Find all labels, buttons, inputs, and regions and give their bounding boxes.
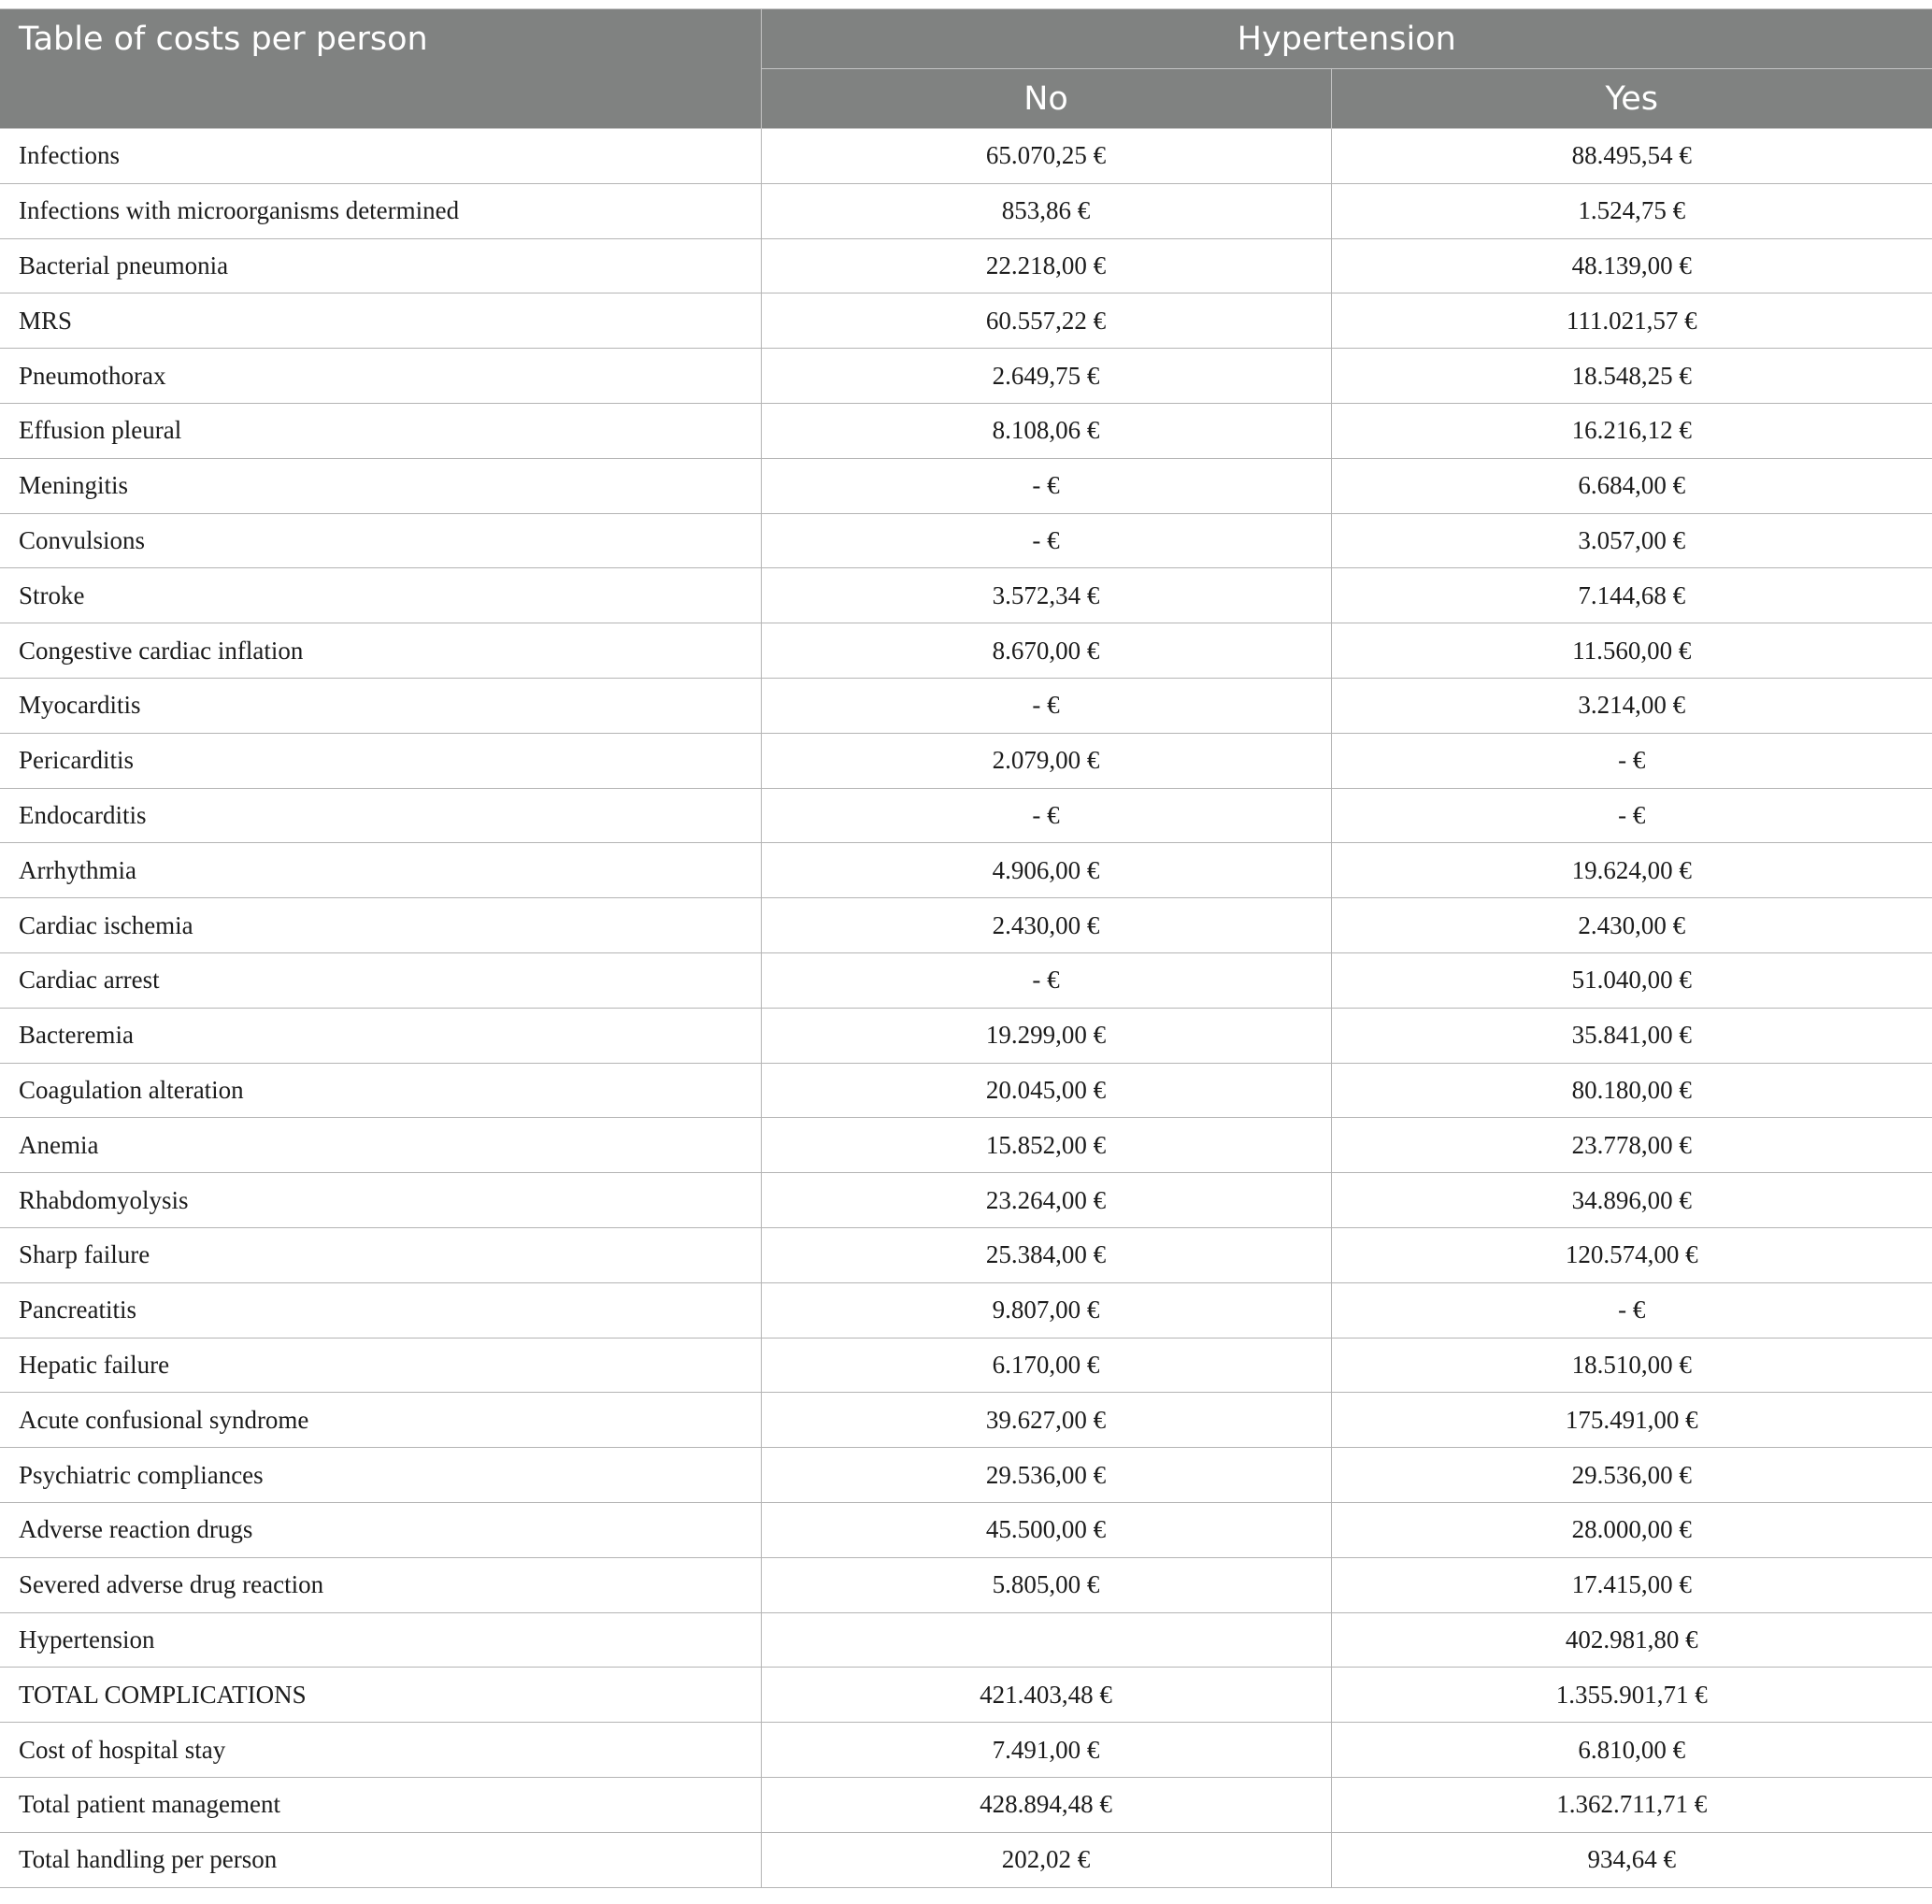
row-label: Infections with microorganisms determined [0,183,761,238]
cell-yes: 11.560,00 € [1331,623,1932,679]
table-row [0,458,1932,513]
row-label: Total patient management [0,1777,761,1832]
cell-yes: 19.624,00 € [1331,843,1932,898]
table-row [0,1063,1932,1118]
cell-no: - € [761,458,1331,513]
row-label: Hypertension [0,1612,761,1668]
cell-yes: 29.536,00 € [1331,1448,1932,1503]
cell-no: 65.070,25 € [761,129,1331,184]
table-row [0,1338,1932,1393]
row-label: Pancreatitis [0,1282,761,1338]
cell-yes: 3.214,00 € [1331,678,1932,733]
table-row [0,1227,1932,1282]
table-row [0,513,1932,568]
row-label: Endocarditis [0,788,761,843]
table-row [0,1668,1932,1723]
cell-no: 45.500,00 € [761,1502,1331,1557]
cell-yes: 1.355.901,71 € [1331,1668,1932,1723]
table-row [0,1832,1932,1887]
row-label: Bacteremia [0,1008,761,1063]
cell-yes: 120.574,00 € [1331,1227,1932,1282]
table-row [0,1723,1932,1778]
table-row [0,733,1932,788]
table-body [0,129,1932,1888]
table-row [0,403,1932,458]
table-row [0,1393,1932,1448]
cell-yes: 1.362.711,71 € [1331,1777,1932,1832]
row-label: Anemia [0,1118,761,1173]
row-label: Total handling per person [0,1832,761,1887]
row-label: Coagulation alteration [0,1063,761,1118]
cell-yes: 1.524,75 € [1331,183,1932,238]
table-row [0,843,1932,898]
table-row [0,1448,1932,1503]
cell-yes: 16.216,12 € [1331,403,1932,458]
cell-no: 29.536,00 € [761,1448,1331,1503]
cell-no: 25.384,00 € [761,1227,1331,1282]
cell-no: 853,86 € [761,183,1331,238]
group-header-hypertension: Hypertension [761,9,1932,69]
row-label: Adverse reaction drugs [0,1502,761,1557]
cell-no: 19.299,00 € [761,1008,1331,1063]
column-header-yes: Yes [1331,69,1932,129]
cell-no: 4.906,00 € [761,843,1331,898]
row-label: Acute confusional syndrome [0,1393,761,1448]
cell-yes: 51.040,00 € [1331,952,1932,1008]
cell-yes: 35.841,00 € [1331,1008,1932,1063]
cell-yes: 18.548,25 € [1331,349,1932,404]
cell-yes: 28.000,00 € [1331,1502,1932,1557]
cell-no: 7.491,00 € [761,1723,1331,1778]
cell-no: - € [761,952,1331,1008]
cell-no: 2.649,75 € [761,349,1331,404]
table-row [0,1612,1932,1668]
row-label: Stroke [0,568,761,623]
cell-yes: - € [1331,1282,1932,1338]
table-row [0,183,1932,238]
row-label: Myocarditis [0,678,761,733]
cell-no: 9.807,00 € [761,1282,1331,1338]
table-row [0,129,1932,184]
row-label: Meningitis [0,458,761,513]
row-label: Bacterial pneumonia [0,238,761,293]
cell-yes: 934,64 € [1331,1832,1932,1887]
cell-yes: 88.495,54 € [1331,129,1932,184]
table-row [0,1777,1932,1832]
row-label: Psychiatric compliances [0,1448,761,1503]
table-row [0,623,1932,679]
cell-no: 6.170,00 € [761,1338,1331,1393]
cell-yes: 80.180,00 € [1331,1063,1932,1118]
row-label: Convulsions [0,513,761,568]
row-label: Effusion pleural [0,403,761,458]
table-row [0,898,1932,953]
cell-no: 22.218,00 € [761,238,1331,293]
cell-no [761,1612,1331,1668]
cell-no: 2.079,00 € [761,733,1331,788]
cell-yes: 175.491,00 € [1331,1393,1932,1448]
row-label: Cardiac ischemia [0,898,761,953]
table-row [0,349,1932,404]
table-row [0,1008,1932,1063]
table-row [0,1282,1932,1338]
row-label: Sharp failure [0,1227,761,1282]
cell-yes: - € [1331,788,1932,843]
cell-yes: 17.415,00 € [1331,1557,1932,1612]
table-row [0,238,1932,293]
cell-no: 421.403,48 € [761,1668,1331,1723]
row-label: Arrhythmia [0,843,761,898]
column-header-no: No [761,69,1331,129]
table-header [0,9,1932,129]
cell-yes: 34.896,00 € [1331,1173,1932,1228]
table-row [0,568,1932,623]
cell-no: 3.572,34 € [761,568,1331,623]
cost-table [0,8,1932,1888]
row-label: Pneumothorax [0,349,761,404]
table-row [0,952,1932,1008]
cell-no: - € [761,788,1331,843]
cell-yes: 6.810,00 € [1331,1723,1932,1778]
row-label: TOTAL COMPLICATIONS [0,1668,761,1723]
cell-yes: 7.144,68 € [1331,568,1932,623]
cell-yes: 23.778,00 € [1331,1118,1932,1173]
cell-yes: 6.684,00 € [1331,458,1932,513]
cell-no: 8.108,06 € [761,403,1331,458]
cell-yes: 2.430,00 € [1331,898,1932,953]
row-label: Cardiac arrest [0,952,761,1008]
cell-no: 23.264,00 € [761,1173,1331,1228]
table-row [0,678,1932,733]
table-title: Table of costs per person [0,9,761,129]
cell-yes: - € [1331,733,1932,788]
cell-no: 202,02 € [761,1832,1331,1887]
cell-no: 5.805,00 € [761,1557,1331,1612]
table-row [0,1502,1932,1557]
cell-no: - € [761,678,1331,733]
cell-no: 2.430,00 € [761,898,1331,953]
table-row [0,293,1932,349]
cell-yes: 18.510,00 € [1331,1338,1932,1393]
row-label: Pericarditis [0,733,761,788]
cell-no: 20.045,00 € [761,1063,1331,1118]
row-label: Infections [0,129,761,184]
row-label: Rhabdomyolysis [0,1173,761,1228]
row-label: Congestive cardiac inflation [0,623,761,679]
cell-no: - € [761,513,1331,568]
header-row-group [0,9,1932,69]
cell-yes: 402.981,80 € [1331,1612,1932,1668]
table-row [0,1173,1932,1228]
row-label: MRS [0,293,761,349]
row-label: Hepatic failure [0,1338,761,1393]
table-row [0,788,1932,843]
cell-no: 15.852,00 € [761,1118,1331,1173]
cell-no: 60.557,22 € [761,293,1331,349]
table-row [0,1557,1932,1612]
cell-no: 8.670,00 € [761,623,1331,679]
row-label: Severed adverse drug reaction [0,1557,761,1612]
table-row [0,1118,1932,1173]
cell-no: 39.627,00 € [761,1393,1331,1448]
cell-yes: 3.057,00 € [1331,513,1932,568]
cell-no: 428.894,48 € [761,1777,1331,1832]
row-label: Cost of hospital stay [0,1723,761,1778]
cell-yes: 48.139,00 € [1331,238,1932,293]
cell-yes: 111.021,57 € [1331,293,1932,349]
